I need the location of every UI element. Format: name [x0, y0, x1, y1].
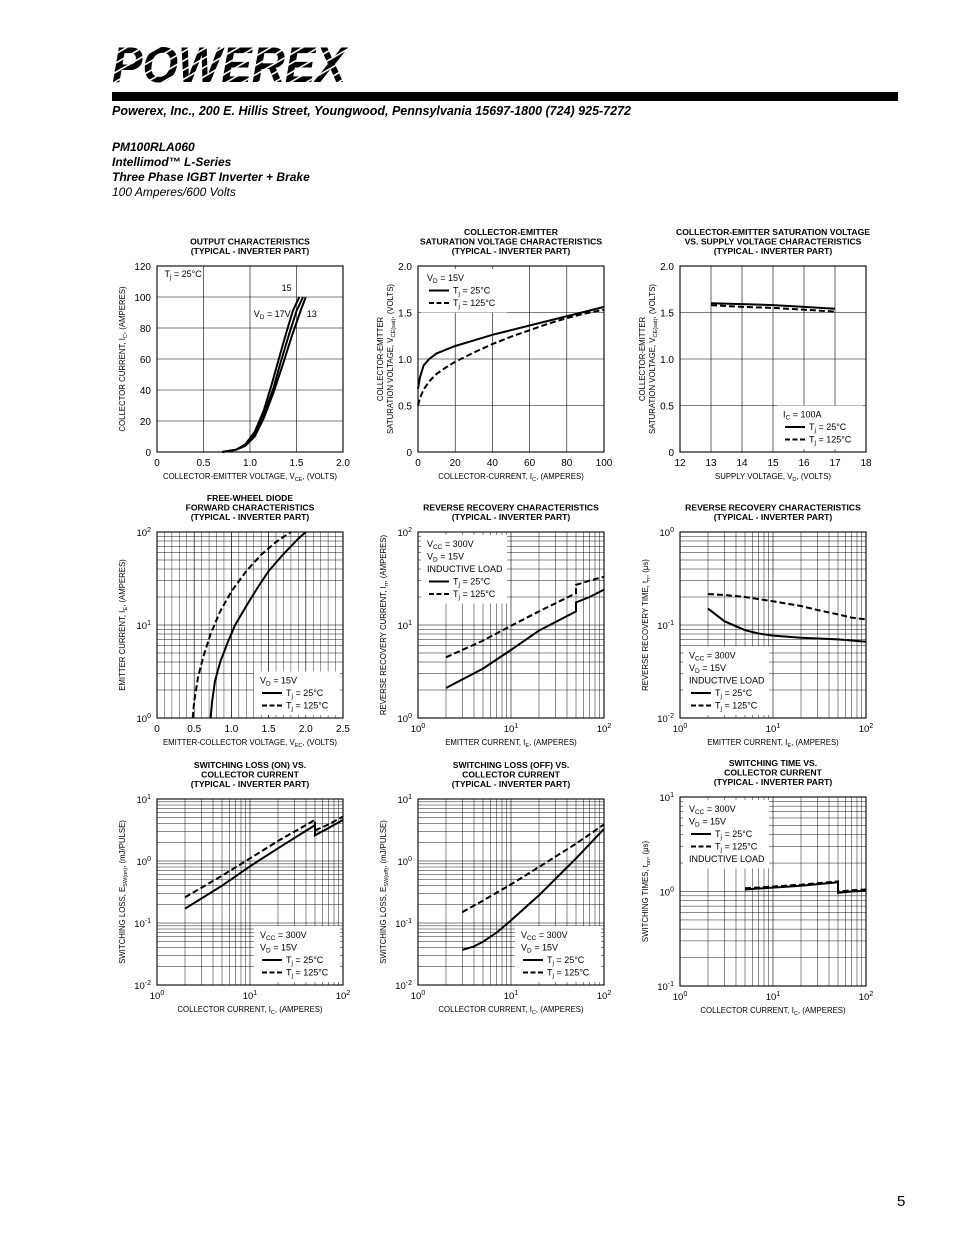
chart-title-line: SWITCHING LOSS (OFF) VS. — [452, 760, 570, 770]
x-axis-label: EMITTER CURRENT, $I_E$, (AMPERES) — [707, 738, 839, 749]
y-tick-label: 1.5 — [660, 308, 674, 320]
x-tick-label: $10^1$ — [503, 990, 519, 1002]
series-line — [446, 590, 604, 688]
chart-legend — [421, 535, 507, 604]
x-tick-label: 1.5 — [289, 458, 304, 469]
series-line — [462, 824, 604, 912]
y-tick-label: $10^1$ — [659, 792, 674, 804]
y-axis-label: SATURATION VOLTAGE, $V_{CE(sat)}$, (VOLTS) — [648, 284, 659, 434]
y-tick-label: 0 — [668, 448, 674, 459]
chart-rr_time — [641, 503, 873, 750]
chart-series-group — [418, 307, 604, 406]
chart-series-group — [185, 817, 343, 909]
legend-label: $T_j = 25^\circ C$ — [286, 955, 324, 967]
legend-header: $I_C = 100A$ — [783, 409, 822, 422]
company-address: Powerex, Inc., 200 E. Hillis Street, Youngwood, Pennsylvania 15697-1800 (724) 925-7272 — [112, 104, 631, 118]
legend-label: $T_j = 25^\circ C$ — [453, 576, 491, 589]
chart-legend — [777, 406, 863, 450]
x-tick-label: 0 — [154, 724, 160, 735]
x-tick-label: 18 — [860, 458, 872, 469]
legend-header: $V_D = 15V$ — [427, 273, 464, 285]
x-tick-label: $10^1$ — [503, 723, 519, 735]
chart-title-line: COLLECTOR-EMITTER — [464, 227, 558, 237]
x-tick-label: 2.5 — [336, 724, 350, 735]
y-tick-label: 1.0 — [398, 355, 412, 366]
legend-label: $T_j = 125^\circ C$ — [715, 700, 758, 713]
x-tick-label: $10^2$ — [596, 990, 612, 1002]
legend-header: $V_{CC} = 300V$ — [427, 539, 474, 551]
chart-title-line: SWITCHING TIME VS. — [728, 758, 818, 768]
y-tick-label: 100 — [134, 293, 151, 304]
legend-header: $V_{CC} = 300V$ — [521, 930, 568, 942]
x-axis-label: SUPPLY VOLTAGE, $V_D$, (VOLTS) — [715, 472, 831, 483]
chart-title-line: SWITCHING LOSS (ON) VS. — [193, 760, 307, 770]
chart-title-line: REVERSE RECOVERY CHARACTERISTICS — [685, 502, 861, 513]
chart-series-group — [708, 594, 866, 642]
y-tick-label: 0 — [406, 448, 412, 459]
y-tick-label: 0 — [145, 448, 151, 459]
y-tick-label: 2.0 — [398, 262, 412, 273]
legend-header: INDUCTIVE LOAD — [689, 854, 765, 864]
y-axis-label: SWITCHING LOSS, $E_{SW(off)}$, (mJ/PULSE) — [379, 820, 390, 964]
legend-label: $T_j = 125^\circ C$ — [453, 298, 496, 310]
y-tick-label: $10^2$ — [136, 527, 151, 539]
part-number: PM100RLA060 — [112, 140, 195, 154]
legend-label: $T_j = 125^\circ C$ — [286, 967, 329, 980]
product-series: Intellimod™ L-Series — [112, 155, 232, 169]
y-tick-label: $10^0$ — [397, 713, 412, 725]
y-tick-label: $10^0$ — [659, 527, 674, 539]
chart-title-line: (TYPICAL - INVERTER PART) — [713, 246, 833, 256]
page-number: 5 — [897, 1193, 906, 1210]
chart-annotation: $V_D = 17V$ — [253, 309, 291, 322]
product-rating: 100 Amperes/600 Volts — [112, 185, 236, 199]
chart-title-line: (TYPICAL - INVERTER PART) — [451, 246, 571, 256]
x-tick-label: 80 — [561, 458, 573, 469]
y-axis-label: SWITCHING TIMES, $t_{on}$, (μs) — [641, 840, 652, 943]
x-tick-label: 1.5 — [261, 724, 276, 735]
chart-title-line: COLLECTOR CURRENT — [462, 769, 560, 780]
legend-label: $T_j = 125^\circ C$ — [809, 434, 852, 447]
chart-title-line: OUTPUT CHARACTERISTICS — [190, 236, 310, 247]
x-tick-label: $10^2$ — [858, 723, 874, 735]
y-tick-label: $10^0$ — [659, 886, 674, 899]
y-tick-label: $10^1$ — [136, 794, 151, 806]
y-tick-label: $10^{-1}$ — [657, 981, 674, 993]
chart-annotation: 15 — [281, 282, 292, 293]
x-tick-label: 0 — [415, 458, 421, 469]
chart-title-line: (TYPICAL - INVERTER PART) — [190, 779, 310, 789]
y-tick-label: 40 — [139, 386, 151, 397]
y-axis-label: EMITTER CURRENT, $I_E$, (AMPERES) — [118, 559, 129, 691]
y-axis-label: COLLECTOR-EMITTER — [376, 316, 385, 402]
chart-freewheel — [118, 493, 350, 749]
x-tick-label: 16 — [798, 458, 810, 469]
legend-label: $T_j = 125^\circ C$ — [286, 700, 329, 713]
y-axis-label: REVERSE RECOVERY TIME, $t_{rr}$, (μs) — [641, 559, 652, 691]
x-tick-label: 0 — [154, 458, 160, 469]
x-tick-label: 2.0 — [336, 458, 350, 469]
x-tick-label: $10^0$ — [410, 723, 426, 735]
x-tick-label: 100 — [595, 458, 613, 469]
legend-header: $V_D = 15V$ — [427, 551, 464, 564]
y-tick-label: $10^{-1}$ — [395, 918, 412, 930]
y-tick-label: $10^0$ — [397, 856, 412, 868]
x-axis-label: COLLECTOR-CURRENT, $I_C$, (AMPERES) — [438, 472, 584, 483]
chart-title-line: COLLECTOR CURRENT — [724, 767, 822, 778]
x-tick-label: $10^2$ — [858, 991, 874, 1003]
y-axis-label: COLLECTOR-EMITTER — [638, 316, 647, 402]
x-tick-label: 15 — [767, 458, 779, 469]
legend-header: $V_D = 15V$ — [521, 942, 558, 955]
y-tick-label: $10^1$ — [397, 794, 412, 806]
x-tick-label: 40 — [486, 458, 498, 469]
x-tick-label: $10^1$ — [765, 991, 781, 1003]
y-tick-label: 2.0 — [660, 262, 674, 273]
legend-header: $V_D = 15V$ — [689, 816, 726, 829]
x-tick-label: 60 — [524, 458, 536, 469]
chart-sw_on — [118, 760, 350, 1016]
product-description: Three Phase IGBT Inverter + Brake — [112, 170, 310, 184]
y-tick-label: 1.5 — [398, 308, 412, 320]
chart-legend — [515, 926, 601, 982]
x-tick-label: $10^0$ — [672, 991, 688, 1003]
chart-title-line: (TYPICAL - INVERTER PART) — [451, 779, 571, 789]
series-line — [185, 820, 343, 909]
chart-title-line: SATURATION VOLTAGE CHARACTERISTICS — [419, 236, 603, 247]
x-tick-label: 14 — [736, 458, 748, 469]
x-axis-label: COLLECTOR CURRENT, $I_C$, (AMPERES) — [700, 1006, 846, 1017]
chart-series-group — [745, 881, 866, 892]
legend-header: $V_D = 15V$ — [260, 675, 297, 688]
legend-label: $T_j = 125^\circ C$ — [547, 967, 590, 980]
legend-header: $V_{CC} = 300V$ — [260, 930, 307, 942]
chart-title-line: REVERSE RECOVERY CHARACTERISTICS — [423, 502, 599, 513]
x-axis-label: COLLECTOR-EMITTER VOLTAGE, $V_{CE}$, (VOLTS) — [162, 472, 338, 483]
series-line — [418, 307, 604, 389]
series-line — [745, 881, 866, 891]
series-line — [418, 310, 604, 406]
x-tick-label: $10^2$ — [335, 990, 351, 1002]
chart-title-line: (TYPICAL - INVERTER PART) — [713, 777, 833, 787]
x-tick-label: 13 — [705, 458, 717, 469]
y-tick-label: $10^{-2}$ — [657, 713, 674, 725]
x-axis-label: COLLECTOR CURRENT, $I_C$, (AMPERES) — [177, 1005, 323, 1016]
y-axis-label: SATURATION VOLTAGE, $V_{CE(sat)}$, (VOLTS) — [386, 284, 397, 434]
legend-label: $T_j = 25^\circ C$ — [715, 688, 753, 700]
legend-header: $V_{CC} = 300V$ — [689, 650, 736, 663]
chart-title-line: (TYPICAL - INVERTER PART) — [451, 512, 571, 522]
chart-title-line: (TYPICAL - INVERTER PART) — [190, 512, 310, 522]
legend-label: $T_j = 25^\circ C$ — [547, 955, 585, 967]
legend-label: $T_j = 125^\circ C$ — [715, 841, 758, 854]
x-tick-label: $10^0$ — [149, 990, 165, 1002]
chart-title-line: FREE-WHEEL DIODE — [206, 493, 294, 503]
x-tick-label: 17 — [829, 458, 841, 469]
x-tick-label: $10^0$ — [410, 990, 426, 1002]
chart-grid — [157, 266, 343, 452]
x-tick-label: $10^0$ — [672, 723, 688, 735]
y-tick-label: $10^{-1}$ — [134, 918, 151, 930]
chart-annotation: $T_j = 25^\circ C$ — [164, 268, 202, 281]
chart-title-line: COLLECTOR CURRENT — [201, 769, 299, 780]
x-tick-label: $10^1$ — [242, 990, 258, 1002]
chart-title-line: COLLECTOR-EMITTER SATURATION VOLTAGE — [676, 227, 870, 237]
chart-title-line: (TYPICAL - INVERTER PART) — [190, 246, 310, 256]
y-tick-label: 20 — [139, 417, 151, 428]
x-tick-label: 0.5 — [187, 724, 202, 735]
legend-header: $V_D = 15V$ — [689, 663, 726, 675]
y-tick-label: $10^{-1}$ — [657, 620, 674, 632]
legend-label: $T_j = 25^\circ C$ — [453, 285, 491, 298]
chart-sw_time — [641, 758, 873, 1017]
x-tick-label: $10^1$ — [765, 723, 781, 735]
chart-legend — [683, 647, 769, 716]
y-tick-label: $10^{-2}$ — [134, 980, 151, 992]
x-axis-label: EMITTER-COLLECTOR VOLTAGE, $V_{EC}$, (VOLTS) — [162, 738, 338, 749]
x-tick-label: 0.5 — [196, 458, 211, 469]
y-axis-label: REVERSE RECOVERY CURRENT, $I_{rr}$, (AMPERES) — [379, 534, 390, 716]
legend-header: INDUCTIVE LOAD — [427, 564, 503, 574]
logo-wordmark: POWEREX — [112, 40, 348, 88]
y-tick-label: $10^1$ — [397, 620, 412, 632]
legend-header: $V_D = 15V$ — [260, 942, 297, 955]
y-tick-label: 60 — [139, 355, 151, 366]
x-tick-label: 20 — [449, 458, 461, 469]
chart-legend — [421, 269, 507, 313]
legend-label: $T_j = 25^\circ C$ — [286, 688, 324, 700]
chart-rr_current — [379, 503, 611, 750]
x-axis-label: EMITTER CURRENT, $I_E$, (AMPERES) — [445, 738, 577, 749]
x-tick-label: 12 — [674, 458, 686, 469]
legend-label: $T_j = 25^\circ C$ — [715, 829, 753, 841]
y-tick-label: 1.0 — [660, 355, 674, 366]
y-tick-label: $10^0$ — [136, 856, 151, 868]
chart-annotation: 13 — [306, 309, 317, 320]
chart-legend — [254, 926, 340, 982]
y-axis-label: COLLECTOR CURRENT, $I_C$, (AMPERES) — [118, 286, 129, 432]
y-tick-label: $10^0$ — [136, 713, 151, 725]
chart-title-line: VS. SUPPLY VOLTAGE CHARACTERISTICS — [684, 236, 862, 247]
legend-header: $V_{CC} = 300V$ — [689, 804, 736, 816]
chart-vcesat_supply — [638, 227, 872, 483]
chart-sw_off — [379, 760, 611, 1016]
chart-legend — [254, 672, 340, 716]
y-tick-label: 120 — [134, 262, 151, 273]
y-axis-label: SWITCHING LOSS, $E_{SW(on)}$, (mJ/PULSE) — [118, 820, 129, 964]
y-tick-label: 0.5 — [398, 401, 412, 413]
chart-legend — [683, 800, 769, 869]
chart-output — [118, 237, 350, 484]
x-tick-label: 2.0 — [298, 724, 313, 735]
y-tick-label: $10^1$ — [136, 620, 151, 632]
legend-header: INDUCTIVE LOAD — [689, 675, 765, 686]
x-tick-label: 1.0 — [243, 458, 257, 469]
x-tick-label: 1.0 — [224, 724, 239, 735]
chart-title-line: (TYPICAL - INVERTER PART) — [713, 512, 833, 522]
x-axis-label: COLLECTOR CURRENT, $I_C$, (AMPERES) — [438, 1005, 584, 1016]
y-tick-label: $10^2$ — [397, 527, 412, 539]
series-line — [708, 594, 866, 619]
legend-label: $T_j = 25^\circ C$ — [809, 422, 847, 434]
chart-title-line: FORWARD CHARACTERISTICS — [185, 502, 315, 513]
y-tick-label: $10^{-2}$ — [395, 980, 412, 992]
x-tick-label: $10^2$ — [596, 723, 612, 735]
legend-label: $T_j = 125^\circ C$ — [453, 589, 496, 601]
chart-vcesat — [376, 227, 613, 483]
y-tick-label: 80 — [139, 324, 151, 335]
y-tick-label: 0.5 — [660, 401, 674, 413]
